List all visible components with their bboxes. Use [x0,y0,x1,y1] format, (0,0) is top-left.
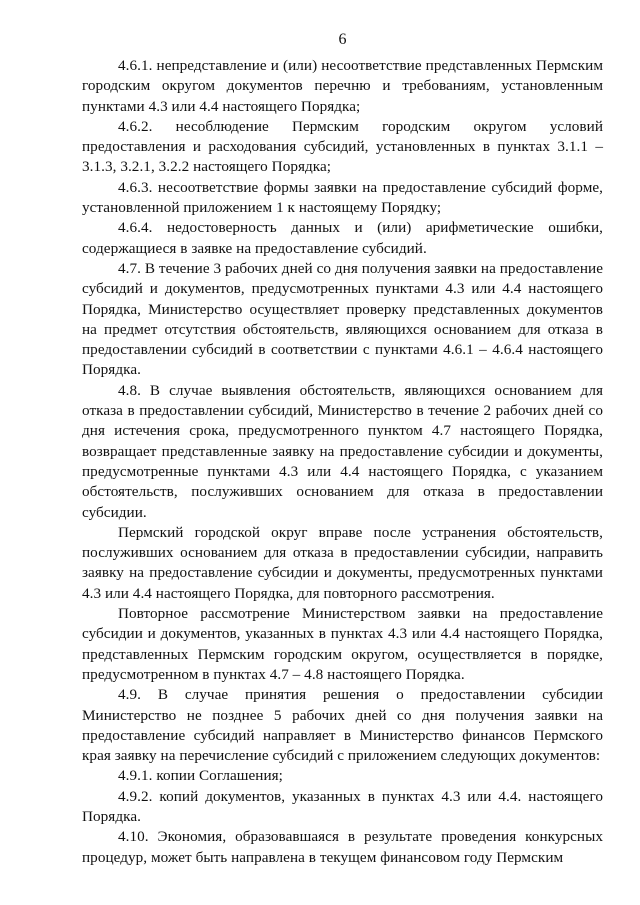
paragraph-4-7: 4.7. В течение 3 рабочих дней со дня получения заявки на предоставление субсидий и документов, предусмотренных пунктами 4.3 или 4.4 настоящего Порядка, Министерство осуществляет проверку представленных документов на предмет отсутствия обстоятельств, являющихся основанием для отказа в предоставлении субсидий в соответствии с пунктами 4.6.1 – 4.6.4 настоящего Порядка. [82,259,603,379]
paragraph-4-6-1: 4.6.1. непредставление и (или) несоответствие представленных Пермским городским округом документов перечню и требованиям, установленным пунктами 4.3 или 4.4 настоящего Порядка; [82,57,603,115]
paragraph-4-6-4: 4.6.4. недостоверность данных и (или) арифметические ошибки, содержащиеся в заявке на предоставление субсидий. [82,219,603,257]
page-number: 6 [338,31,347,48]
paragraph-4-9-1: 4.9.1. копии Соглашения; [118,767,283,785]
paragraph-4-9: 4.9. В случае принятия решения о предоставлении субсидии Министерство не позднее 5 рабочих дней со дня получения заявки на предоставление субсидий направляет в Министерство финансов Пермского края заявку на перечисление субсидий с приложением следующих документов: [82,686,603,765]
paragraph-repeat-review: Повторное рассмотрение Министерством заявки на предоставление субсидии и документов, указанных в пунктах 4.3 или 4.4 настоящего Порядка, представленных Пермским городским округом, осуществляется в порядке, предусмотренном в пунктах 4.7 – 4.8 настоящего Порядка. [82,605,603,683]
paragraph-4-9-2: 4.9.2. копий документов, указанных в пунктах 4.3 или 4.4. настоящего Порядка. [82,787,603,825]
paragraph-4-6-2: 4.6.2. несоблюдение Пермским городским округом условий предоставления и расходования субсидий, установленных в пунктах 3.1.1 – 3.1.3, 3.2.1, 3.2.2 настоящего Порядка; [82,117,603,176]
paragraph-4-10: 4.10. Экономия, образовавшаяся в результате проведения конкурсных процедур, может быть направлена в текущем финансовом году Пермским [82,828,603,866]
paragraph-resubmission: Пермский городской округ вправе после устранения обстоятельств, послуживших основанием для отказа в предоставлении субсидии, направить заявку на предоставление субсидии и документы, предусмотренных пунктами 4.3 или 4.4 настоящего Порядка, для повторного рассмотрения. [82,523,603,602]
document-page [82,30,603,868]
paragraph-4-8: 4.8. В случае выявления обстоятельств, являющихся основанием для отказа в предоставлении субсидий, Министерство в течение 2 рабочих дней со дня истечения срока, предусмотренного пунктом 4.7 настоящего Порядка, возвращает представленные заявку на предоставление субсидии и документы, предусмотренные пунктами 4.3 или 4.4 настоящего Порядка, с указанием обстоятельств, послуживших основанием для отказа в предоставлении субсидии. [82,381,603,521]
paragraph-4-6-3: 4.6.3. несоответствие формы заявки на предоставление субсидий форме, установленной приложением 1 к настоящему Порядку; [82,178,603,217]
